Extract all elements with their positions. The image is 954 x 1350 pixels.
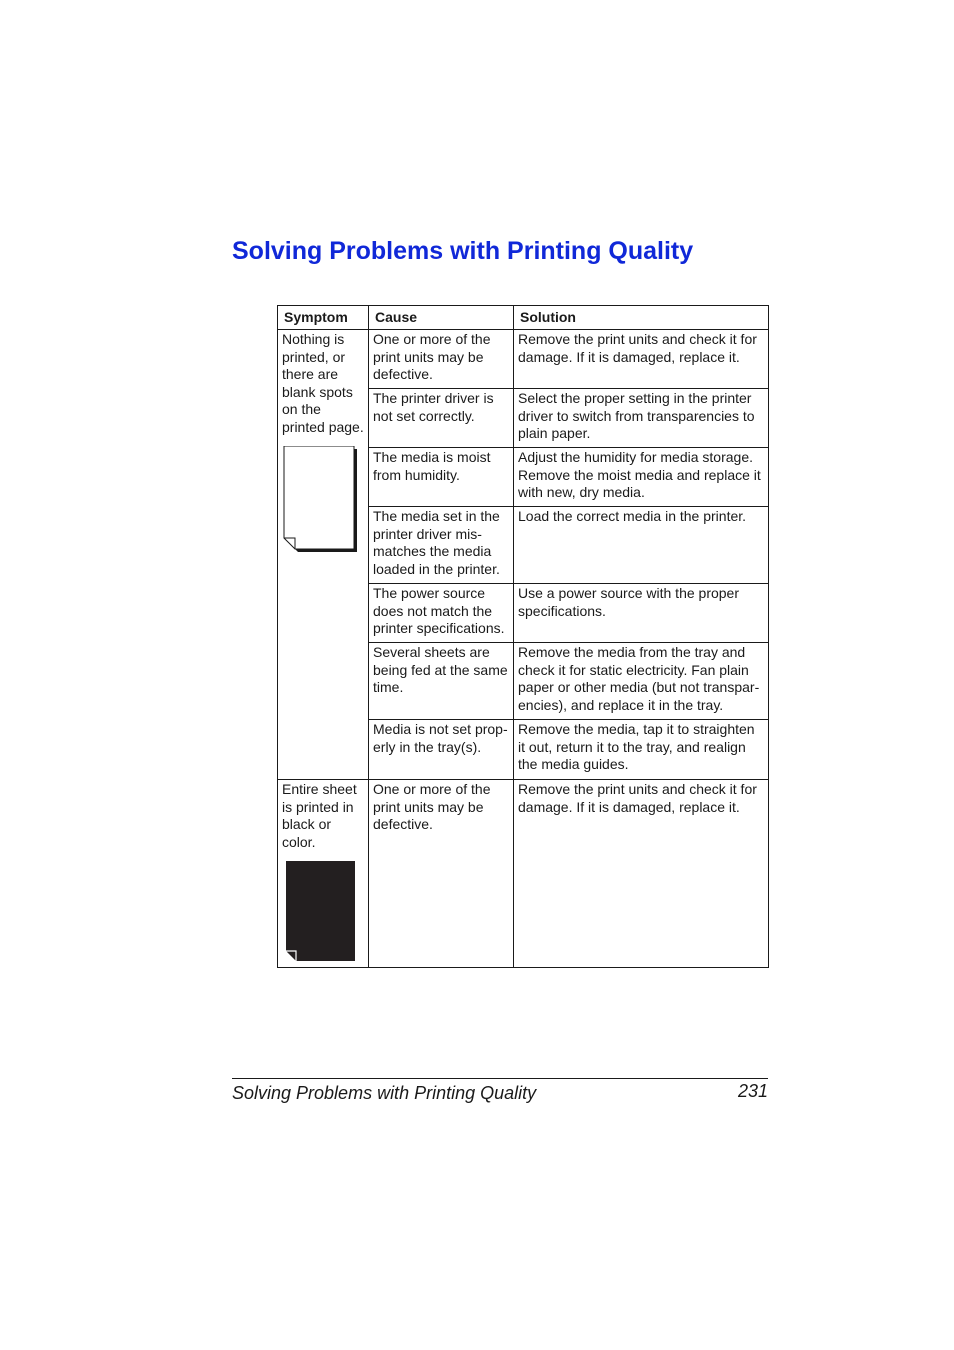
solution-text: Select the proper setting in the printer driver to switch from transparencies to plain paper.	[518, 390, 755, 442]
cause-text: Media is not set prop-erly in the tray(s).	[373, 721, 508, 755]
page-number: 231	[737, 1081, 768, 1101]
solution-text: Use a power source with the proper specifications.	[518, 585, 739, 619]
table-row	[278, 780, 769, 968]
solution-text: Load the correct media in the printer.	[518, 508, 747, 524]
symptom-cell	[278, 780, 369, 968]
table-row	[278, 330, 769, 389]
symptom-text: Nothing is printed, or there are blank spots on the printed page.	[282, 331, 364, 435]
header-solution: Solution	[514, 306, 769, 330]
header-symptom: Symptom	[278, 306, 369, 330]
cause-text: One or more of the print units may be defective.	[373, 331, 491, 383]
solution-text: Remove the media from the tray and check it for static electricity. Fan plain paper or other media (but not transpar-encies), and replace it in the tray.	[518, 644, 760, 713]
blank-page-icon	[283, 446, 357, 552]
black-page-icon	[283, 860, 357, 962]
solution-text: Remove the print units and check it for damage. If it is damaged, replace it.	[518, 781, 757, 815]
solution-text: Adjust the humidity for media storage. Remove the moist media and replace it with new, dry media.	[518, 449, 761, 501]
footer-title: Solving Problems with Printing Quality	[232, 1083, 537, 1103]
cause-text: Several sheets are being fed at the same time.	[373, 644, 508, 696]
page-title: Solving Problems with Printing Quality	[232, 237, 694, 265]
cause-text: The printer driver is not set correctly.	[373, 390, 494, 424]
cause-text: One or more of the print units may be defective.	[373, 781, 491, 833]
solution-text: Remove the media, tap it to straighten it out, return it to the tray, and realign the media guides.	[518, 721, 755, 773]
symptom-text: Entire sheet is printed in black or color.	[282, 781, 357, 850]
header-cause: Cause	[369, 306, 514, 330]
cause-text: The media set in the printer driver mis-matches the media loaded in the printer.	[373, 508, 500, 577]
table-header-row	[278, 306, 769, 330]
troubleshooting-table	[277, 305, 769, 968]
symptom-cell	[278, 330, 369, 780]
solution-text: Remove the print units and check it for damage. If it is damaged, replace it.	[518, 331, 757, 365]
cause-text: The media is moist from humidity.	[373, 449, 491, 483]
cause-text: The power source does not match the printer specifications.	[373, 585, 505, 637]
footer-rule	[232, 1078, 768, 1079]
